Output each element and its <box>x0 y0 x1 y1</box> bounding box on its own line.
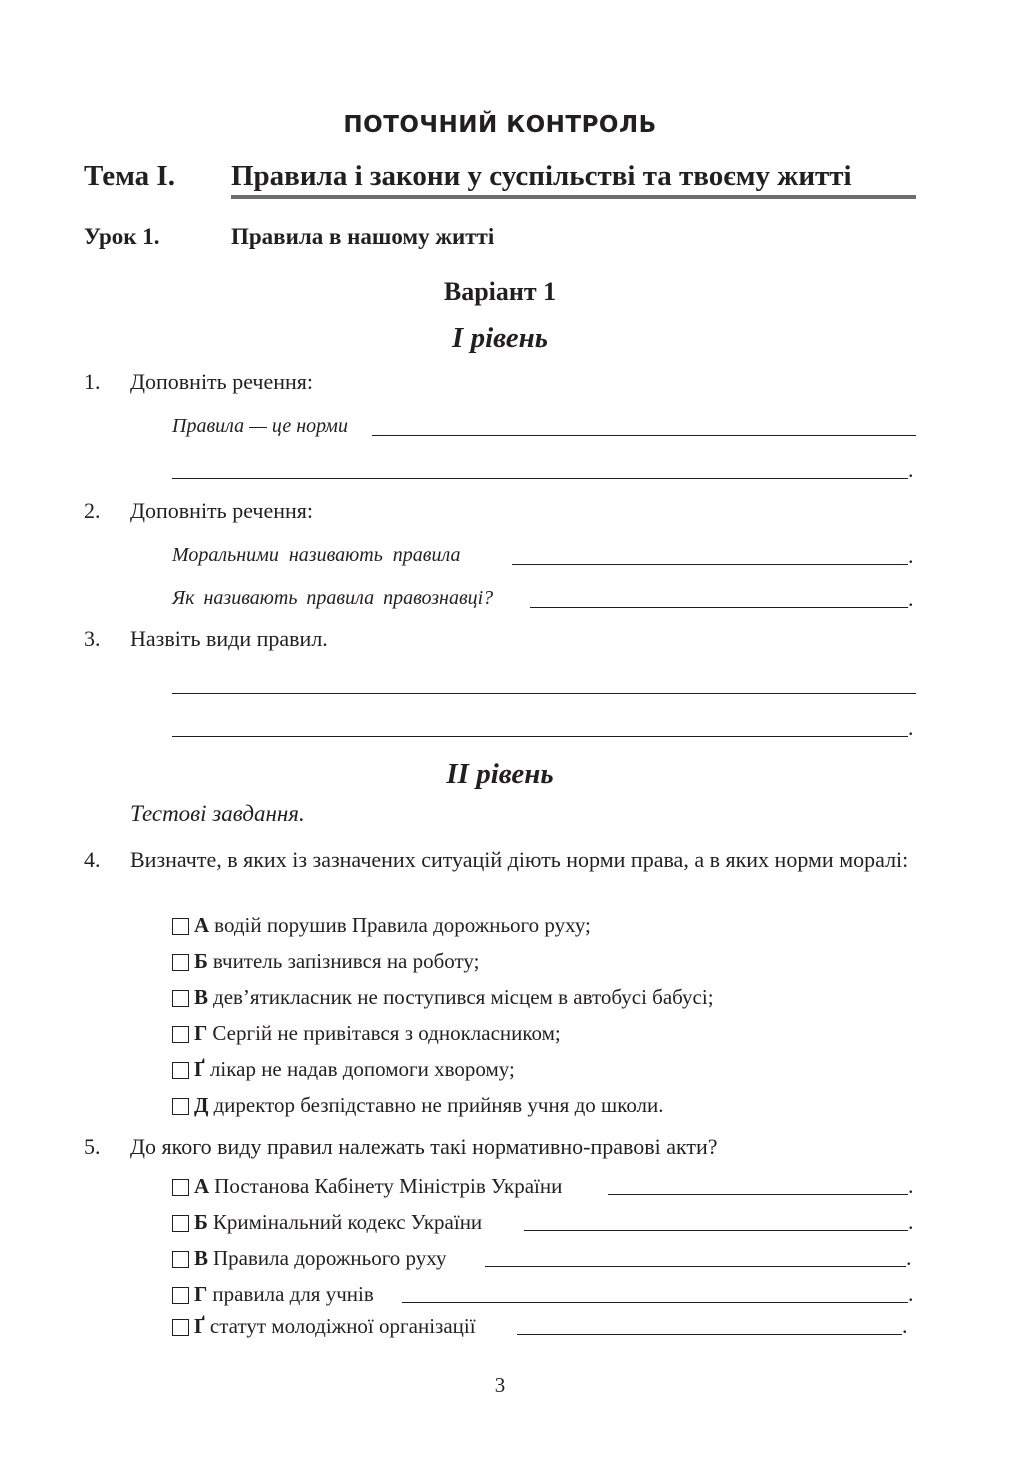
checkbox[interactable] <box>172 918 189 935</box>
question-2-prompt-1: Моральними називають правила <box>172 544 461 566</box>
topic-label: Тема I. <box>84 160 175 192</box>
option-text: дев’ятикласник не поступився місцем в автобусі бабусі; <box>213 985 714 1009</box>
period: . <box>908 543 914 568</box>
option-row[interactable] <box>172 1209 482 1235</box>
option-row[interactable] <box>172 1313 476 1339</box>
variant-title: Варіант 1 <box>443 277 557 306</box>
option-text: правила для учнів <box>212 1282 374 1306</box>
option-letter: А <box>194 913 210 937</box>
period: . <box>908 1209 914 1234</box>
checkbox[interactable] <box>172 1062 189 1079</box>
answer-line[interactable] <box>402 1302 908 1303</box>
option-letter: Б <box>194 949 208 973</box>
option-row[interactable] <box>172 984 714 1010</box>
option-row[interactable] <box>172 1056 515 1082</box>
topic-underline <box>231 195 916 199</box>
option-text: вчитель запізнився на роботу; <box>212 949 480 973</box>
option-row[interactable] <box>172 1245 446 1271</box>
option-text: водій порушив Правила дорожнього руху; <box>214 913 591 937</box>
option-letter: А <box>194 1174 210 1198</box>
checkbox[interactable] <box>172 990 189 1007</box>
period: . <box>908 457 914 482</box>
option-row[interactable] <box>172 912 591 938</box>
answer-line[interactable] <box>172 478 908 479</box>
answer-line[interactable] <box>524 1230 908 1231</box>
section-title: ПОТОЧНИЙ КОНТРОЛЬ <box>343 112 657 138</box>
option-text: Кримінальний кодекс України <box>212 1210 483 1234</box>
option-row[interactable] <box>172 1173 562 1199</box>
option-letter: Д <box>194 1093 209 1117</box>
answer-line[interactable] <box>608 1194 908 1195</box>
question-3-number: 3. <box>84 626 101 651</box>
option-text: лікар не надав допомоги хворому; <box>209 1057 515 1081</box>
answer-line[interactable] <box>530 607 908 608</box>
question-2-number: 2. <box>84 498 101 523</box>
question-4-text: Визначте, в яких із зазначених ситуацій діють норми права, а в яких норми моралі: <box>130 847 909 872</box>
option-text: Правила дорожнього руху <box>213 1246 447 1270</box>
checkbox[interactable] <box>172 1287 189 1304</box>
question-1-prompt: Правила — це норми <box>172 415 348 437</box>
checkbox[interactable] <box>172 1215 189 1232</box>
topic-title: Правила і закони у суспільстві та твоєму житті <box>231 160 852 192</box>
option-row[interactable] <box>172 1020 561 1046</box>
option-text: директор безпідставно не прийняв учня до школи. <box>213 1093 664 1117</box>
option-row[interactable] <box>172 948 480 974</box>
answer-line[interactable] <box>485 1266 906 1267</box>
level-1-title: I рівень <box>452 322 548 354</box>
answer-line[interactable] <box>172 693 916 694</box>
option-text: статут молодіжної організації <box>209 1314 476 1338</box>
question-1-text: Доповніть речення: <box>130 369 314 394</box>
question-2-text: Доповніть речення: <box>130 498 314 523</box>
period: . <box>908 1173 914 1198</box>
option-letter: Г <box>194 1021 208 1045</box>
answer-line[interactable] <box>517 1334 902 1335</box>
answer-line[interactable] <box>172 736 908 737</box>
lesson-title: Правила в нашому житті <box>231 224 495 249</box>
option-text: Постанова Кабінету Міністрів України <box>214 1174 563 1198</box>
level-2-subtitle: Тестові завдання. <box>130 801 305 826</box>
question-3-text: Назвіть види правил. <box>130 626 328 651</box>
period: . <box>902 1313 908 1338</box>
period: . <box>906 1245 912 1270</box>
page-number: 3 <box>494 1373 506 1397</box>
option-letter: В <box>194 1246 209 1270</box>
level-2-title: II рівень <box>446 758 554 790</box>
question-1-number: 1. <box>84 369 101 394</box>
option-letter: В <box>194 985 209 1009</box>
period: . <box>908 715 914 740</box>
checkbox[interactable] <box>172 1179 189 1196</box>
answer-line[interactable] <box>372 435 916 436</box>
option-letter: Ґ <box>194 1314 205 1338</box>
option-text: Сергій не привітався з однокласником; <box>212 1021 561 1045</box>
checkbox[interactable] <box>172 954 189 971</box>
option-letter: Б <box>194 1210 208 1234</box>
lesson-label: Урок 1. <box>84 224 160 249</box>
question-5-text: До якого виду правил належать такі нормативно-правові акти? <box>130 1134 718 1159</box>
option-letter: Г <box>194 1282 208 1306</box>
checkbox[interactable] <box>172 1098 189 1115</box>
option-row[interactable] <box>172 1281 374 1307</box>
checkbox[interactable] <box>172 1319 189 1336</box>
checkbox[interactable] <box>172 1251 189 1268</box>
question-5-number: 5. <box>84 1134 101 1159</box>
option-row[interactable] <box>172 1092 664 1118</box>
question-2-prompt-2: Як називають правила правознавці? <box>172 587 494 609</box>
checkbox[interactable] <box>172 1026 189 1043</box>
option-letter: Ґ <box>194 1057 205 1081</box>
period: . <box>908 586 914 611</box>
question-4-number: 4. <box>84 847 101 872</box>
answer-line[interactable] <box>512 564 908 565</box>
period: . <box>908 1281 914 1306</box>
